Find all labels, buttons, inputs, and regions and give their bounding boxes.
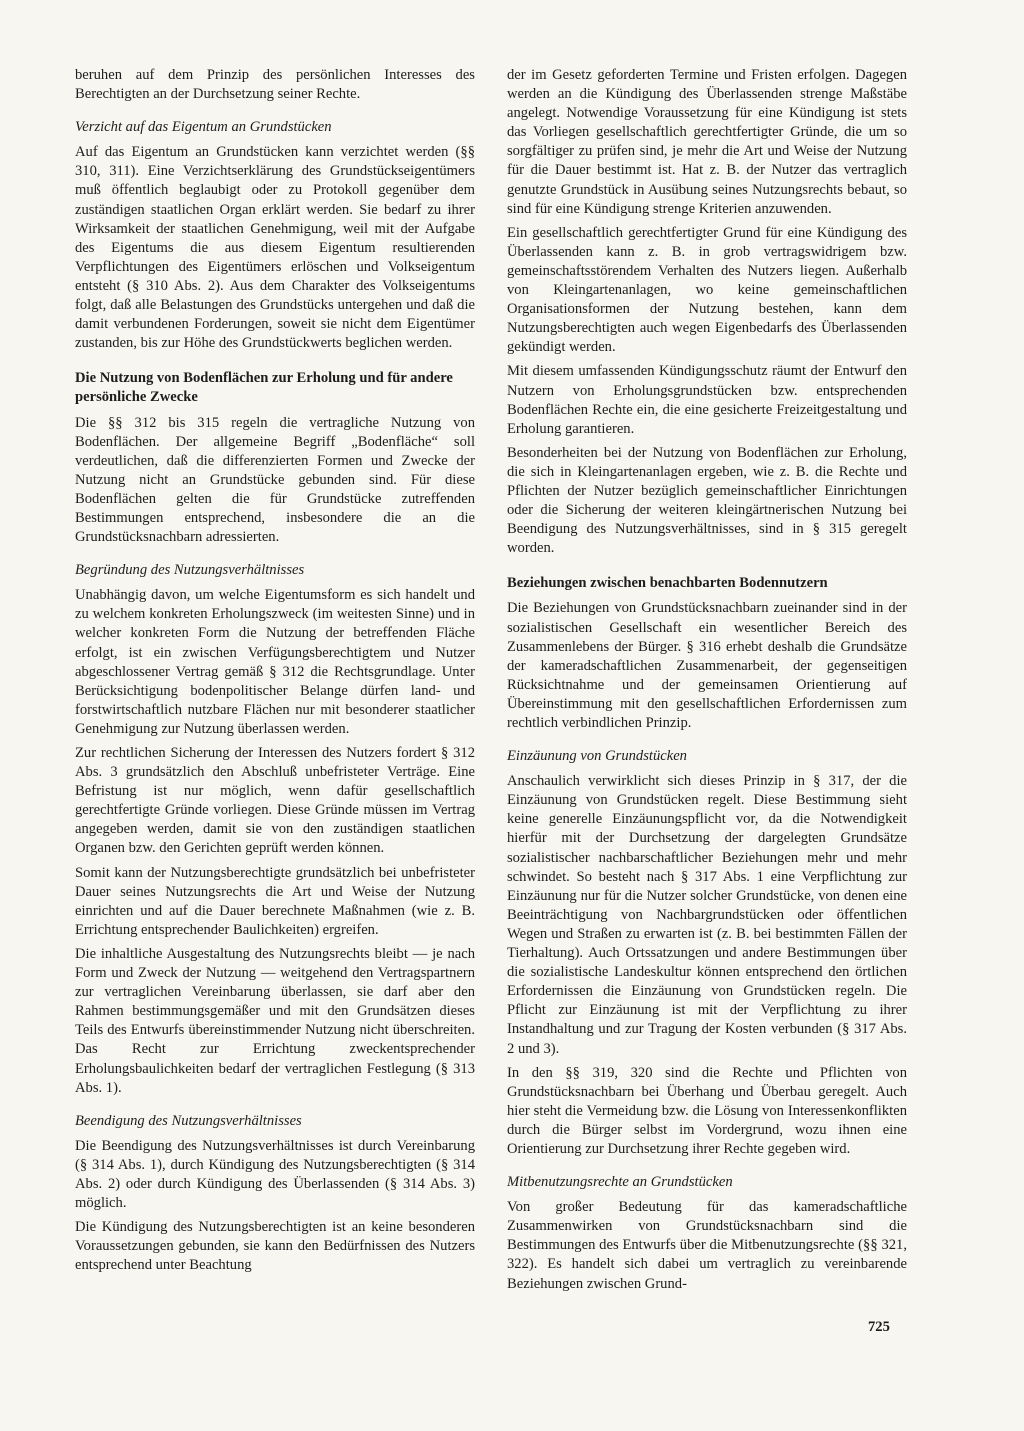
section-heading-verzicht: Verzicht auf das Eigentum an Grundstücken <box>75 119 332 136</box>
section-heading-nutzung: Die Nutzung von Bodenflächen zur Erholung und für andere persönliche Zwecke <box>75 370 453 406</box>
section-heading-mitbenutzung: Mitbenutzungsrechte an Grundstücken <box>507 1174 733 1191</box>
paragraph: der im Gesetz geforderten Termine und Fristen erfolgen. Dagegen werden an die Kündigung des Überlassenden strenge Maßstäbe angelegt. Notwendige Voraussetzung für eine Kündigung ist stets das Vorliegen gesellschaftlich gerechtfertigter Gründe, die um so sorgfältiger zu prüfen sind, je mehr die Art und Weise der Nutzung für die Dauer bestimmt ist. Hat z. B. der Nutzer das vertraglich genutzte Grundstück in Ausübung seines Nutzungsrechts bebaut, so sind für eine Kündigung strenge Kriterien anzuwenden. <box>507 67 907 217</box>
section-heading-einzaeunung: Einzäunung von Grundstücken <box>507 748 687 765</box>
paragraph: Unabhängig davon, um welche Eigentumsform es sich handelt und zu welchem konkreten Erholungszweck (im weitesten Sinne) und in welcher konkreten Form die Nutzung der betreffenden Fläche erfolgt, ist ein zwischen Verfügungsberechtigtem und Nutzer abgeschlossener Vertrag gemäß § 312 die Rechtsgrundlage. Unter Berücksichtigung bodenpolitischer Belange dürfen land- und forstwirtschaftlich nutzbare Flächen nur mit besonderer staatlicher Genehmigung zur Nutzung überlassen werden. <box>75 587 475 737</box>
paragraph: Anschaulich verwirklicht sich dieses Prinzip in § 317, der die Einzäunung von Grundstücken regelt. Diese Bestimmung sieht keine generelle Einzäunungspflicht vor, da die Notwendigkeit hierfür mit der Durchsetzung der dargelegten Grundsätze sozialistischer nachbarschaftlicher Beziehungen mehr und mehr schwindet. So besteht nach § 317 Abs. 1 eine Verpflichtung zur Einzäunung nur für die Nutzer solcher Grundstücke, von denen eine Beeinträchtigung von Nachbargrundstücken oder öffentlichen Wegen und Straßen zu erwarten ist (z. B. bei bestimmten Fällen der Tierhaltung). Auch Ortssatzungen und andere Bestimmungen über die sozialistische Landeskultur können entsprechend den örtlichen Erfordernissen die Einzäunung von Grundstücken regeln. Die Pflicht zur Einzäunung ist mit der Verpflichtung zu ihrer Instandhaltung und zur Tragung der Kosten verbunden (§ 317 Abs. 2 und 3). <box>507 773 907 1057</box>
left-column <box>75 66 475 1280</box>
paragraph: Besonderheiten bei der Nutzung von Bodenflächen zur Erholung, die sich in Kleingartenanlagen ergeben, wie z. B. die Rechte und Pflichten der Nutzer bezüglich gemeinschaftlicher Einrichtungen oder die Sicherung der weiteren kleingärtnerischen Nutzung bei Beendigung des Nutzungsverhältnisses, sind in § 315 geregelt worden. <box>507 444 907 557</box>
section-heading-beziehungen: Beziehungen zwischen benachbarten Bodennutzern <box>507 575 828 592</box>
paragraph: Zur rechtlichen Sicherung der Interessen des Nutzers fordert § 312 Abs. 3 grundsätzlich den Abschluß unbefristeter Verträge. Eine Befristung ist nur möglich, wenn dafür gesellschaftlich gerechtfertigte Gründe vorliegen. Diese Gründe müssen im Vertrag angegeben werden, damit sie von den zuständigen staatlichen Organen bzw. den Gerichten geprüft werden können. <box>75 745 475 857</box>
page-number: 725 <box>868 1319 890 1335</box>
paragraph: Mit diesem umfassenden Kündigungsschutz räumt der Entwurf den Nutzern von Erholungsgrundstücken bzw. entsprechenden Bodenflächen Rechte ein, die eine gesicherte Freizeitgestaltung und Erholung garantieren. <box>507 363 907 437</box>
paragraph: Auf das Eigentum an Grundstücken kann verzichtet werden (§§ 310, 311). Eine Verzichtserklärung des Grundstückseigentümers muß öffentlich beglaubigt oder zu Protokoll gegenüber dem zuständigen staatlichen Organ erklärt werden. Sie bedarf zu ihrer Wirksamkeit der staatlichen Genehmigung, weil mit der Aufgabe des Eigentums die aus diesem Eigentum resultierenden Verpflichtungen des Eigentümers erlöschen und Volkseigentum entsteht (§ 310 Abs. 2). Aus dem Charakter des Volkseigentums folgt, daß alle Belastungen des Grundstücks untergehen und daß die damit verbundenen Forderungen, soweit sie nicht dem Eigentümer zustanden, bis zur Höhe des Grundstückwerts beglichen werden. <box>75 144 475 352</box>
paragraph: Die Beziehungen von Grundstücksnachbarn zueinander sind in der sozialistischen Gesellschaft ein wesentlicher Bereich des Zusammenlebens der Bürger. § 316 erhebt deshalb die Grundsätze der kameradschaftlichen Zusammenarbeit, der gegenseitigen Rücksichtnahme und der gemeinsamen Orientierung auf Übereinstimmung mit den gesellschaftlichen Erfordernissen zum rechtlich verbindlichen Prinzip. <box>507 600 907 731</box>
paragraph: Von großer Bedeutung für das kameradschaftliche Zusammenwirken von Grundstücksnachbarn sind die Bestimmungen des Entwurfs über die Mitbenutzungsrechte (§§ 321, 322). Es handelt sich dabei um vertraglich zu vereinbarende Beziehungen zwischen Grund- <box>507 1199 907 1292</box>
paragraph: beruhen auf dem Prinzip des persönlichen Interesses des Berechtigten an der Durchsetzung seiner Rechte. <box>75 67 475 103</box>
section-heading-beendigung: Beendigung des Nutzungsverhältnisses <box>75 1112 302 1129</box>
paragraph: Somit kann der Nutzungsberechtigte grundsätzlich bei unbefristeter Dauer seines Nutzungsrechts die Art und Weise der Nutzung einrichten und auf die Dauer berechnete Maßnahmen (wie z. B. Errichtung entsprechender Baulichkeiten) ergreifen. <box>75 864 475 938</box>
paragraph: Die inhaltliche Ausgestaltung des Nutzungsrechts bleibt — je nach Form und Zweck der Nutzung — weitgehend den Vertragspartnern zur vertraglichen Vereinbarung überlassen, sie darf aber den Rahmen bestimmungsgemäßer und mit den Grundsätzen dieses Teils des Entwurfs übereinstimmender Nutzung nicht überschreiten. Das Recht zur Errichtung zweckentsprechender Erholungsbaulichkeiten bedarf der vertraglichen Festlegung (§ 313 Abs. 1). <box>75 945 475 1096</box>
paragraph: Die §§ 312 bis 315 regeln die vertragliche Nutzung von Bodenflächen. Der allgemeine Begriff „Bodenfläche“ soll verdeutlichen, daß die differenzierten Formen und Zwecke der Nutzung nicht an Grundstücke gebunden sind. Für diese Bodenflächen gelten die für Grundstücke zutreffenden Bestimmungen entsprechend, insbesondere die an die Grundstücksnachbarn adressierten. <box>75 414 475 546</box>
section-heading-begruendung: Begründung des Nutzungsverhältnisses <box>75 562 305 579</box>
paragraph: Die Kündigung des Nutzungsberechtigten ist an keine besonderen Voraussetzungen gebunden, sie kann den Bedürfnissen des Nutzers entsprechend unter Beachtung <box>75 1219 475 1274</box>
right-column <box>507 66 907 1299</box>
paragraph: Die Beendigung des Nutzungsverhältnisses ist durch Vereinbarung (§ 314 Abs. 1), durch Kündigung des Nutzungsberechtigten (§ 314 Abs. 2) oder durch Kündigung des Überlassenden (§ 314 Abs. 3) möglich. <box>75 1137 475 1212</box>
paragraph: Ein gesellschaftlich gerechtfertigter Grund für eine Kündigung des Überlassenden kann z. B. in grob vertragswidrigem bzw. gemeinschaftsstörendem Verhalten des Nutzers liegen. Außerhalb von Kleingartenanlagen, wo keine gemeinschaftlichen Organisationsformen der Nutzung bestehen, kann dem Nutzungsberechtigten auch wegen Eigenbedarfs des Überlassenden gekündigt werden. <box>507 224 907 356</box>
paragraph: In den §§ 319, 320 sind die Rechte und Pflichten von Grundstücksnachbarn bei Überhang und Überbau geregelt. Auch hier steht die Vermeidung bzw. die Lösung von Interessenkonflikten durch die Bürger selbst im Vordergrund, wozu ihnen eine Orientierung zur Durchsetzung ihrer Rechte gegeben wird. <box>507 1064 907 1157</box>
